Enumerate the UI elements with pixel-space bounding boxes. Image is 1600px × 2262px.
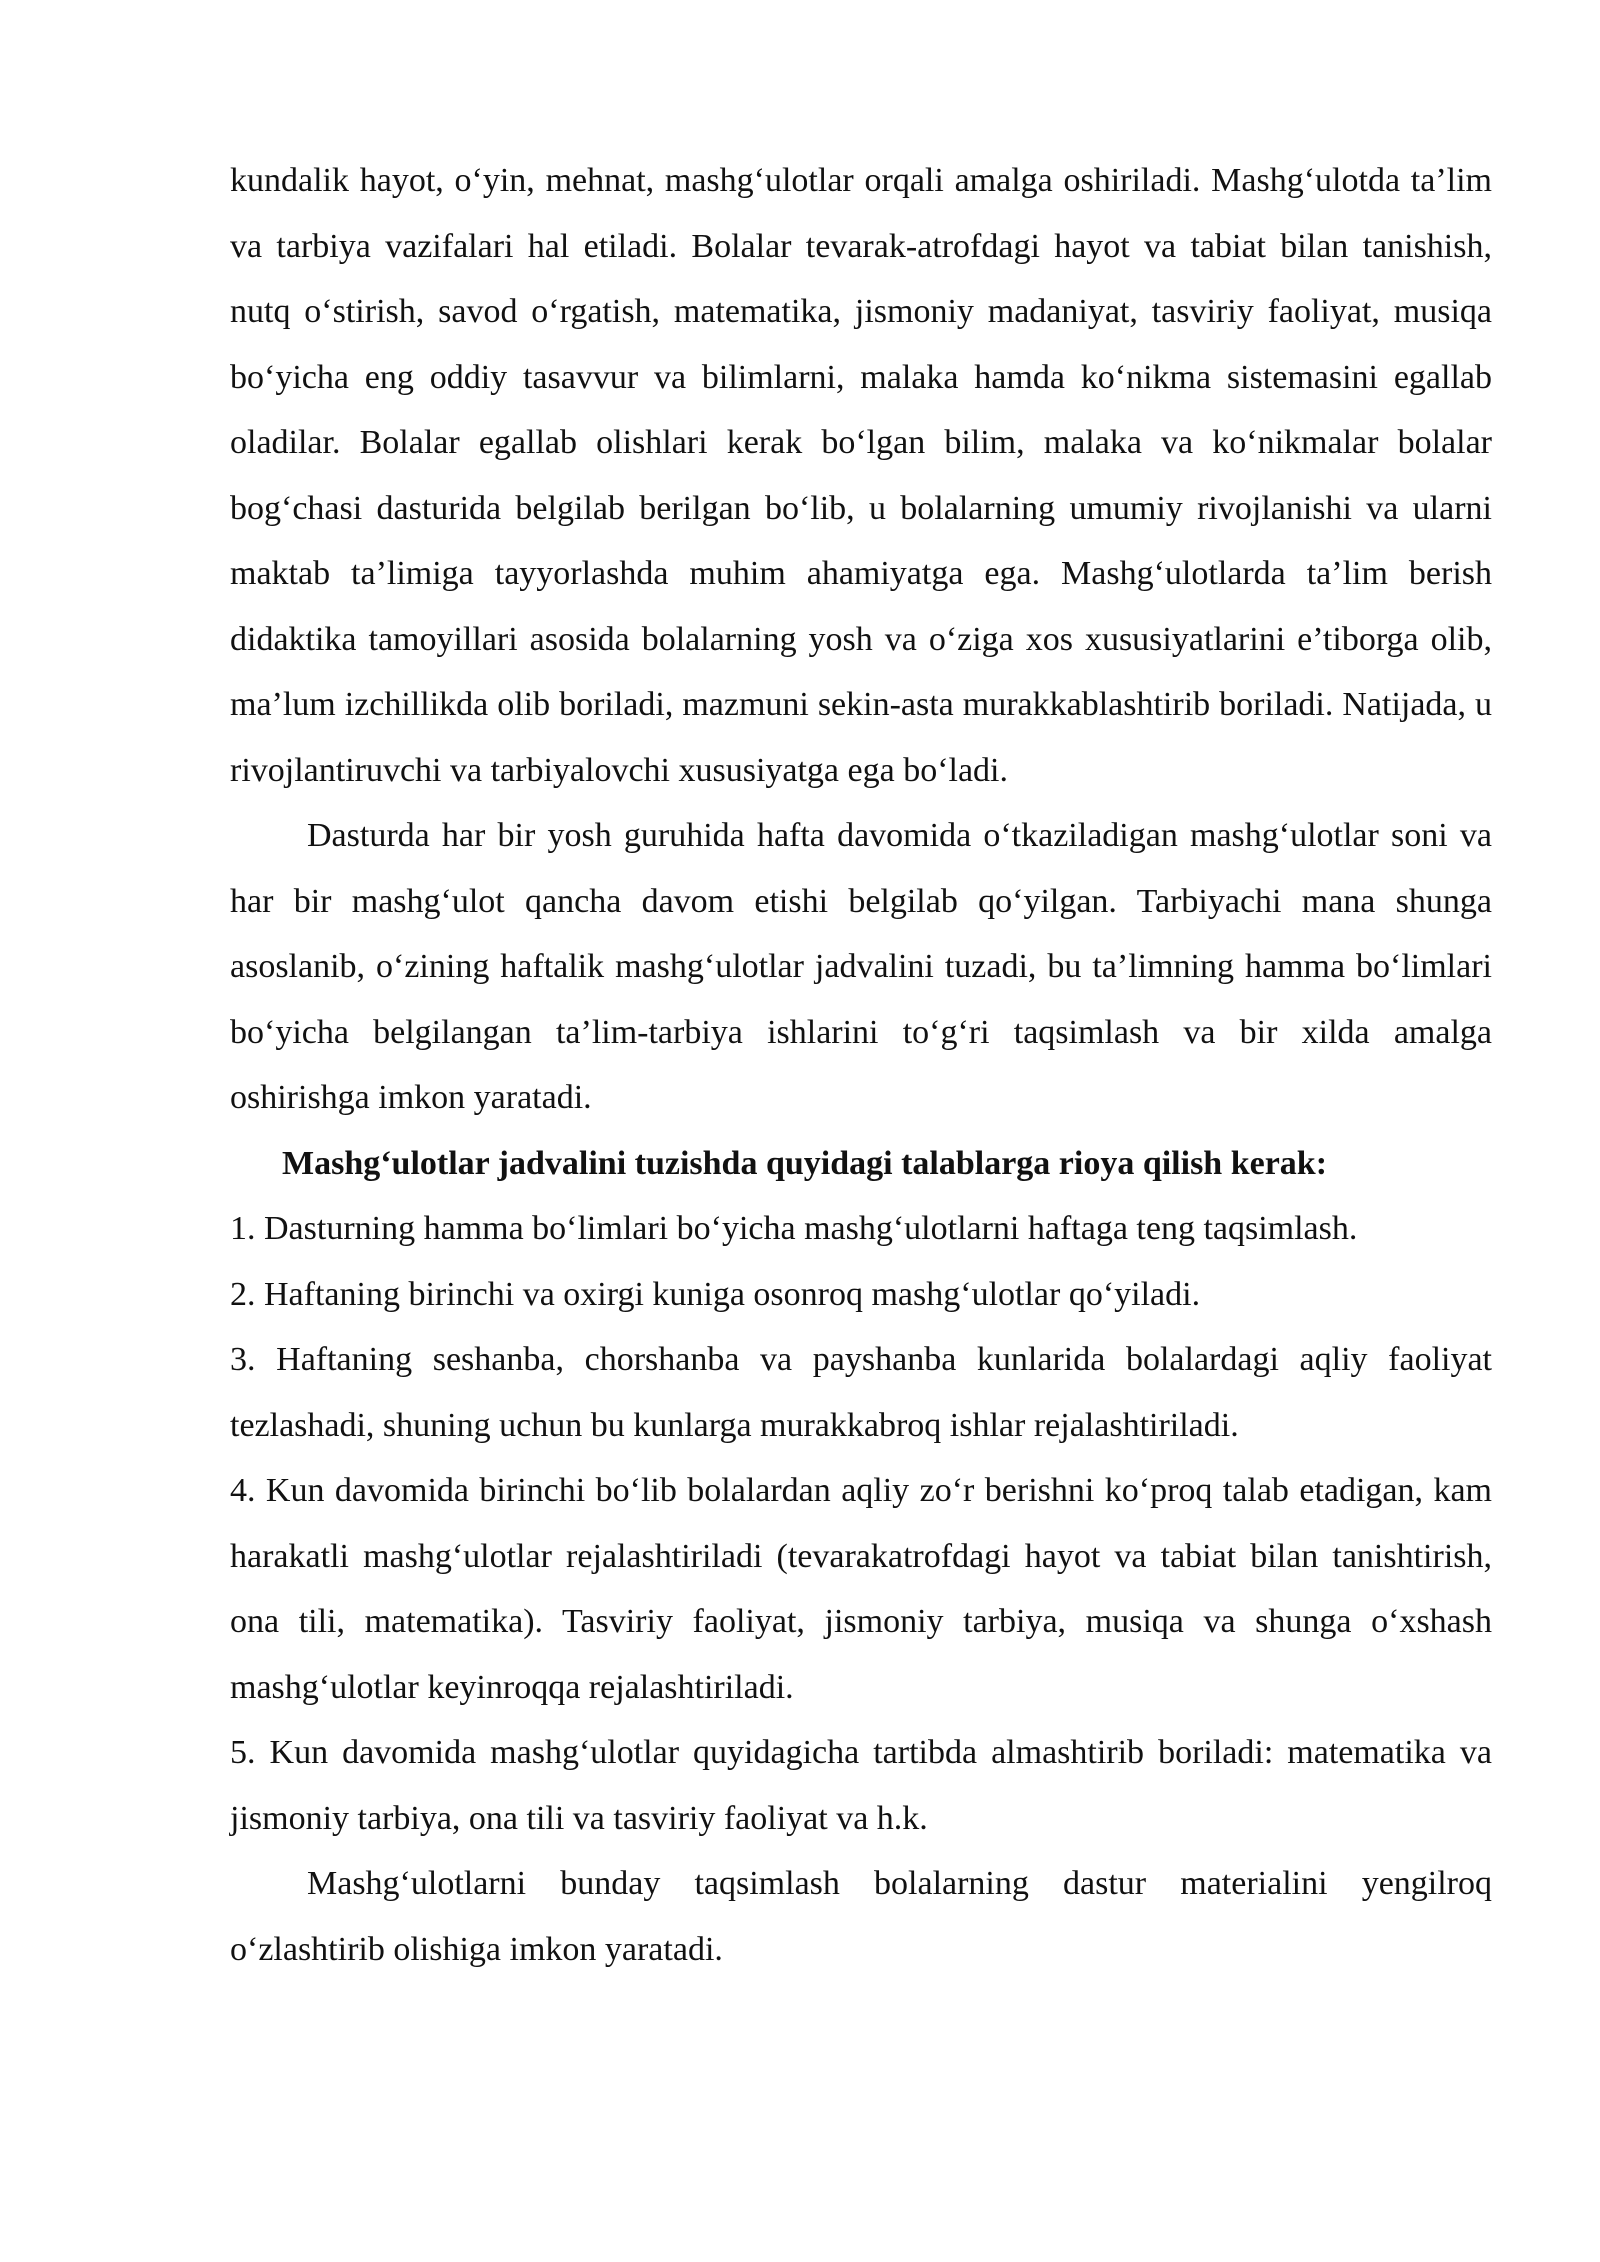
paragraph-program: Dasturda har bir yosh guruhida hafta davomida o‘tkaziladigan mashg‘ulotlar soni va har bir mashg‘ulot qancha davom etishi belgilab qo‘yilgan. Tarbiyachi mana shunga asoslanib, o‘zining haftalik mashg‘ulotlar jadvalini tuzadi, bu ta’limning hamma bo‘limlari bo‘yicha belgilangan ta’lim-tarbiya ishlarini to‘g‘ri taqsimlash va bir xilda amalga oshirishga imkon yaratadi. xyxy=(230,817,1492,1116)
list-item-2: 2. Haftaning birinchi va oxirgi kuniga osonroq mashg‘ulotlar qo‘yiladi. xyxy=(230,1275,1201,1313)
paragraph-closing: Mashg‘ulotlarni bunday taqsimlash bolalarning dastur materialini yengilroq o‘zlashtirib olishiga imkon yaratadi. xyxy=(230,1865,1492,1968)
list-item-4: 4. Kun davomida birinchi bo‘lib bolalardan aqliy zo‘r berishni ko‘proq talab etadigan, kam harakatli mashg‘ulotlar rejalashtiriladi (tevarakatrofdagi hayot va tabiat bilan tanishtirish, ona tili, matematika). Tasviriy faoliyat, jismoniy tarbiya, musiqa va shunga o‘xshash mashg‘ulotlar keyinroqqa rejalashtiriladi. xyxy=(230,1472,1492,1706)
list-item-5: 5. Kun davomida mashg‘ulotlar quyidagicha tartibda almashtirib boriladi: matematika va jismoniy tarbiya, ona tili va tasviriy faoliyat va h.k. xyxy=(230,1734,1492,1837)
paragraph-intro: kundalik hayot, o‘yin, mehnat, mashg‘ulotlar orqali amalga oshiriladi. Mashg‘ulotda ta’lim va tarbiya vazifalari hal etiladi. Bolalar tevarak-atrofdagi hayot va tabiat bilan tanishish, nutq o‘stirish, savod o‘rgatish, matematika, jismoniy madaniyat, tasviriy faoliyat, musiqa bo‘yicha eng oddiy tasavvur va bilimlarni, malaka hamda ko‘nikma sistemasini egallab oladilar. Bolalar egallab olishlari kerak bo‘lgan bilim, malaka va ko‘nikmalar bolalar bog‘chasi dasturida belgilab berilgan bo‘lib, u bolalarning umumiy rivojlanishi va ularni maktab ta’limiga tayyorlashda muhim ahamiyatga ega. Mashg‘ulotlarda ta’lim berish didaktika tamoyillari asosida bolalarning yosh va o‘ziga xos xususiyatlarini e’tiborga olib, ma’lum izchillikda olib boriladi, mazmuni sekin-asta murakkablashtirib boriladi. Natijada, u rivojlantiruvchi va tarbiyalovchi xususiyatga ega bo‘ladi. xyxy=(230,162,1492,789)
list-item-3: 3. Haftaning seshanba, chorshanba va payshanba kunlarida bolalardagi aqliy faoliyat tezlashadi, shuning uchun bu kunlarga murakkabroq ishlar rejalashtiriladi. xyxy=(230,1341,1492,1444)
document-page xyxy=(230,148,1492,1982)
section-heading: Mashg‘ulotlar jadvalini tuzishda quyidagi talablarga rioya qilish kerak: xyxy=(282,1144,1328,1182)
list-item-1: 1. Dasturning hamma bo‘limlari bo‘yicha mashg‘ulotlarni haftaga teng taqsimlash. xyxy=(230,1210,1358,1247)
